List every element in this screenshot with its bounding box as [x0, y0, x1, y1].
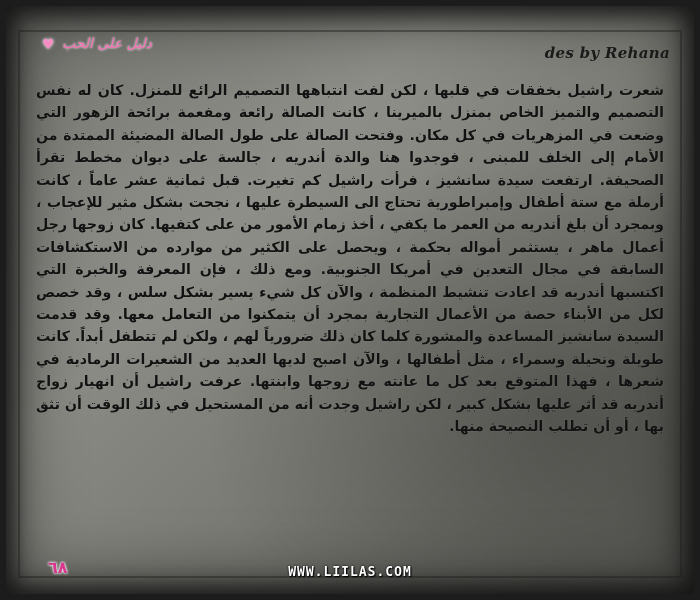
heart-icon: ♥ [42, 37, 55, 53]
site-watermark: WWW.LIILAS.COM [288, 565, 412, 580]
page-number: ٦٨ [48, 558, 68, 577]
page-header [0, 0, 700, 72]
designer-credit: des by Rehana [544, 44, 670, 62]
book-title: دليل على الحب [62, 36, 152, 52]
story-paragraph: شعرت راشيل بخفقات في قلبها ، لكن لفت انتباهها التصميم الرائع للمنزل. كان له نفس التصميم والتميز الخاص بمنزل بالميرينا ، كانت الصالة رائعة ومفعمة برائحة الزهور التي وضعت في المزهريات في كل مكان. وفتحت الصالة على طول الصالة المضيئة الممتدة من الأمام إلى الخلف للمبنى ، فوجدوا هنا والدة أندريه ، جالسة على ديوان مخطط تقرأ الصحيفة. ارتفعت سيدة سانشيز ، فرأت راشيل كم تغيرت. قبل ثمانية عشر عاماً ، كانت أرملة مع ستة أطفال وإمبراطورية تحتاج الى السيطرة عليها ، نجحت بشكل مثير للإعجاب ، وبمجرد أن بلغ أندريه من العمر ما يكفي ، أخذ زمام الأمور من على كتفيها. كان زوجها رجل أعمال ماهر ، يستثمر أمواله بحكمة ، ويحصل على الكثير من موارده من الاستكشافات السابقة في مجال التعدين في أمريكا الجنوبية. ومع ذلك ، فإن المعرفة والخبرة التي اكتسبها أندريه قد اعادت تنشيط المنظمة ، والآن كل شيء يسير بشكل سلس ، وقد خصص لكل من الأبناء حصة من الأعمال التجارية بمجرد أن يتمكنوا من التعامل معها. وقد قدمت السيدة سانشيز المساعدة والمشورة كلما كان ذلك ضرورياً لهم ، ولكن لم تتطفل أبداً. كانت طويلة ونحيلة وسمراء ، مثل أطفالها ، والآن اصبح لديها العديد من الشعيرات الرمادية في شعرها ، فهذا المتوقع بعد كل ما عانته مع زوجها وابنتها. عرفت راشيل أن انهيار زواج أندريه قد أثر عليها بشكل كبير ، لكن راشيل وجدت أنه من المستحيل في ذلك الوقت أن تثق بها ، أو أن تطلب النصيحة منها. [36, 83, 664, 436]
